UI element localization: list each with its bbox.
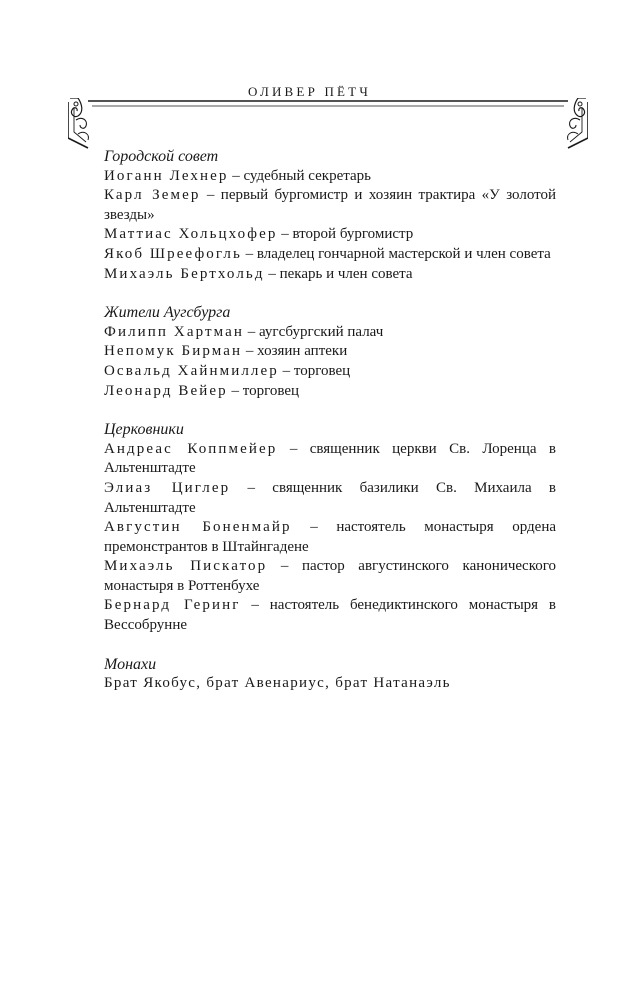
character-name: Филипп Хартман xyxy=(104,323,245,340)
character-description: – настоятель бенедиктинского монастыря в Вессобрунне xyxy=(104,597,557,634)
section-title: Монахи xyxy=(104,655,157,673)
list-item xyxy=(104,479,556,518)
list-item xyxy=(104,225,556,245)
character-description: – судебный секретарь xyxy=(232,167,371,184)
character-description: – аугсбургский палач xyxy=(247,323,384,340)
list-item xyxy=(104,557,556,596)
character-name: Андреас Коппмейер xyxy=(104,440,278,457)
list-item xyxy=(104,167,556,187)
section-title: Церковники xyxy=(104,421,184,439)
character-description: – настоятель монастыря ордена премонстрантов в Штайнгадене xyxy=(104,519,557,555)
character-description: – пекарь и член совета xyxy=(268,265,413,282)
character-description: – священник церкви Св. Лоренца в Альтенштадте xyxy=(104,440,557,477)
section-title: Городской совет xyxy=(104,148,219,165)
character-description: – хозяин аптеки xyxy=(245,343,348,360)
list-item xyxy=(104,186,556,225)
section-monks xyxy=(104,655,556,694)
character-name: Маттиас Хольцхофер xyxy=(104,226,278,243)
header-ornament-border xyxy=(68,98,588,150)
list-item xyxy=(104,342,556,362)
character-description: – второй бургомистр xyxy=(281,226,414,243)
character-description: – первый бургомистр и хозяин трактира «У золотой звезды» xyxy=(104,187,557,223)
character-description: – владелец гончарной мастерской и член совета xyxy=(245,245,551,262)
character-name: Освальд Хайнмиллер xyxy=(104,362,279,379)
section-city-council xyxy=(104,147,556,284)
list-item xyxy=(104,440,556,479)
character-description: – торговец xyxy=(282,362,351,379)
character-name: Карл Земер xyxy=(104,187,201,204)
character-description: – торговец xyxy=(231,382,300,399)
running-title: ОЛИВЕР ПЁТЧ xyxy=(248,84,371,99)
character-name: Элиаз Циглер xyxy=(104,479,231,496)
character-name: Михаэль Пискатор xyxy=(104,558,268,575)
character-description: – священник базилики Св. Михаила в Альтенштадте xyxy=(104,479,556,516)
character-name: Михаэль Бертхольд xyxy=(104,265,265,282)
list-item xyxy=(104,596,556,635)
section-augsburg-residents xyxy=(104,303,556,401)
character-list xyxy=(104,147,556,713)
list-item xyxy=(104,245,556,265)
list-item xyxy=(104,362,556,382)
character-name: Непомук Бирман xyxy=(104,343,243,360)
list-item xyxy=(104,265,556,285)
list-item xyxy=(104,382,556,402)
character-name: Бернард Геринг xyxy=(104,597,241,614)
section-clergy xyxy=(104,420,556,636)
character-name: Леонард Вейер xyxy=(104,382,228,399)
character-name: Якоб Шреефогль xyxy=(104,245,242,262)
list-item xyxy=(104,518,556,557)
list-item xyxy=(104,323,556,343)
character-name: Августин Боненмайр xyxy=(104,519,292,536)
character-name: Иоганн Лехнер xyxy=(104,167,229,184)
monks-list: Брат Якобус, брат Авенариус, брат Натанаэль xyxy=(104,675,451,692)
character-description: – пастор августинского каноничеcкого монастыря в Роттенбухе xyxy=(104,558,557,594)
section-title: Жители Аугсбурга xyxy=(104,304,231,322)
